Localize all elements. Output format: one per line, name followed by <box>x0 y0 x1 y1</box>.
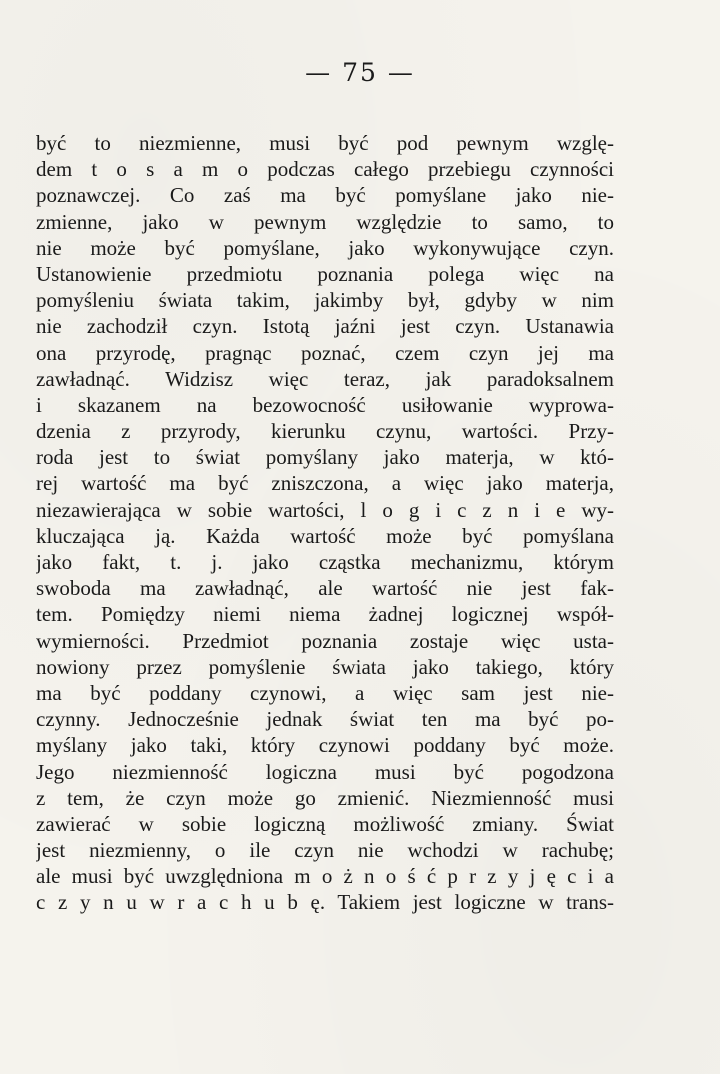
text-line: niezawierająca w sobie wartości, l o g i c z n i e wy- <box>36 497 614 522</box>
text-line: jako fakt, t. j. jako cząstka mechanizmu, którym <box>36 550 614 574</box>
text-line: i skazanem na bezowocność usiłowanie wyprowa- <box>36 392 614 417</box>
text-line: zawładnąć. Widzisz więc teraz, jak paradoksalnem <box>36 366 614 391</box>
text-line: myślany jako taki, który czynowi poddany być może. <box>36 733 614 758</box>
body-text <box>36 130 614 916</box>
text-line: roda jest to świat pomyślany jako materja, w któ- <box>36 445 614 470</box>
text-line: kluczająca ją. Każda wartość może być pomyślana <box>36 523 614 548</box>
text-line: zawierać w sobie logiczną możliwość zmiany. Świat <box>36 811 614 836</box>
text-line: nie zachodził czyn. Istotą jaźni jest czyn. Ustanawia <box>36 314 614 339</box>
text-line: nie może być pomyślane, jako wykonywujące czyn. <box>36 235 614 260</box>
text-line: ale musi być uwzględniona m o ż n o ś ć p r z y j ę c i a <box>36 864 614 889</box>
text-line: Ustanowienie przedmiotu poznania polega więc na <box>36 261 614 286</box>
text-line: z tem, że czyn może go zmienić. Niezmienność musi <box>36 785 614 810</box>
text-line: dem t o s a m o podczas całego przebiegu czynności <box>36 157 614 182</box>
text-line: poznawczej. Co zaś ma być pomyślane jako nie- <box>36 183 614 208</box>
text-line: nowiony przez pomyślenie świata jako takiego, który <box>36 654 614 679</box>
text-line: ma być poddany czynowi, a więc sam jest nie- <box>36 680 614 705</box>
text-line: wymierności. Przedmiot poznania zostaje więc usta- <box>36 628 614 653</box>
text-line: rej wartość ma być zniszczona, a więc jako materja, <box>36 471 614 496</box>
text-line: Jego niezmienność logiczna musi być pogodzona <box>36 759 614 784</box>
text-line: być to niezmienne, musi być pod pewnym wzglę- <box>36 131 614 155</box>
text-line: tem. Pomiędzy niemi niema żadnej logicznej współ- <box>36 602 614 627</box>
text-line: pomyśleniu świata takim, jakimby był, gdyby w nim <box>36 288 614 313</box>
text-line: c z y n u w r a c h u b ę. Takiem jest logiczne w trans- <box>36 890 614 915</box>
text-line: dzenia z przyrody, kierunku czynu, wartości. Przy- <box>36 419 614 444</box>
text-line: swoboda ma zawładnąć, ale wartość nie jest fak- <box>36 576 614 601</box>
text-line: ona przyrodę, pragnąc poznać, czem czyn jej ma <box>36 340 614 365</box>
text-line: jest niezmienny, o ile czyn nie wchodzi w rachubę; <box>36 838 614 863</box>
text-line: czynny. Jednocześnie jednak świat ten ma być po- <box>36 707 614 732</box>
page-number: — 75 — <box>305 58 415 87</box>
text-line: zmienne, jako w pewnym względzie to samo, to <box>36 209 614 234</box>
